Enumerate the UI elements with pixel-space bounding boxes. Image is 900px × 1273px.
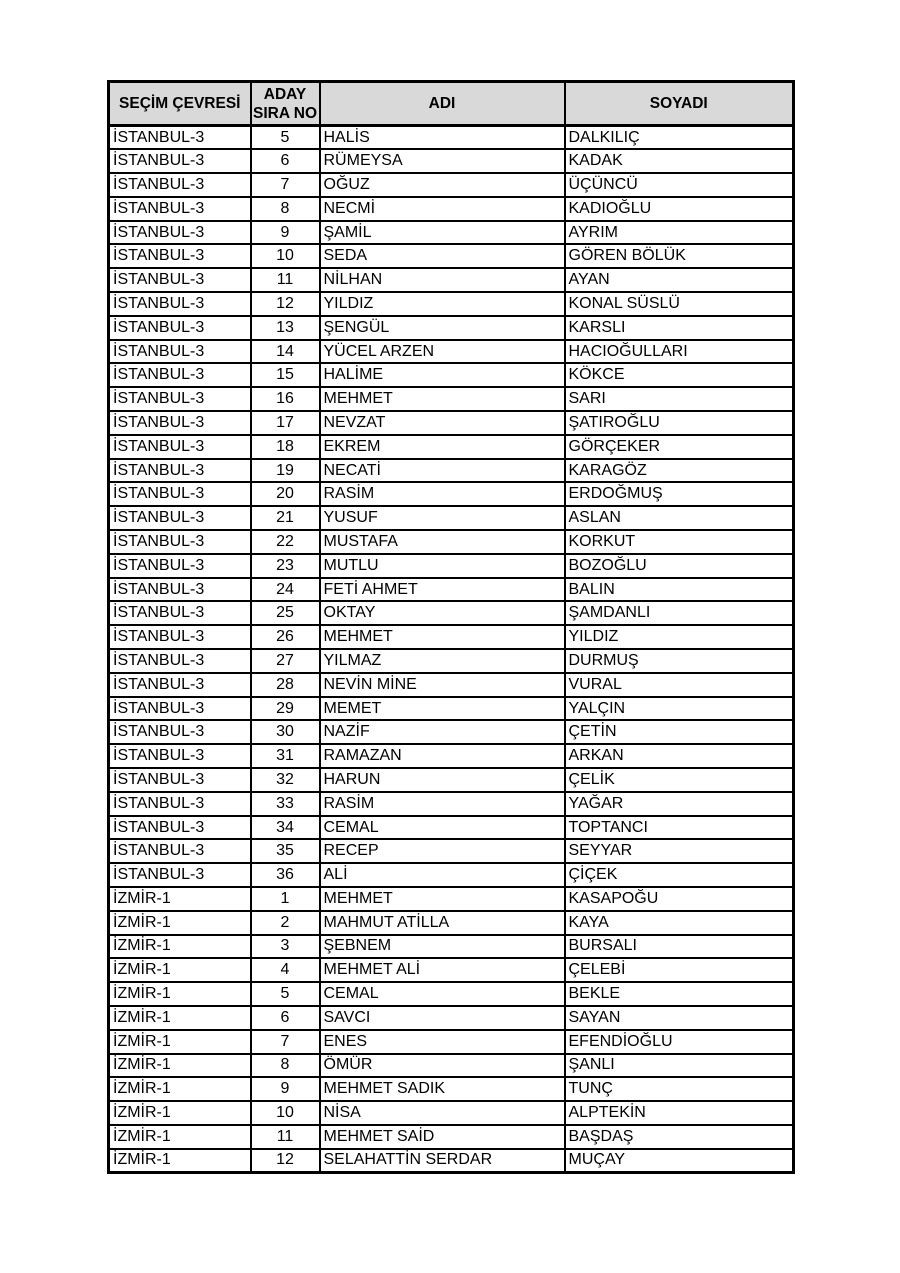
cell-district: İSTANBUL-3 — [109, 197, 251, 221]
cell-district: İSTANBUL-3 — [109, 792, 251, 816]
table-row — [109, 149, 794, 173]
cell-first-name: NEVZAT — [320, 411, 565, 435]
cell-first-name: EKREM — [320, 435, 565, 459]
cell-district: İSTANBUL-3 — [109, 268, 251, 292]
cell-last-name: EFENDİOĞLU — [565, 1030, 794, 1054]
table-row — [109, 316, 794, 340]
cell-district: İSTANBUL-3 — [109, 387, 251, 411]
header-candidate-no — [251, 82, 320, 126]
cell-candidate-no: 32 — [251, 768, 320, 792]
cell-district: İSTANBUL-3 — [109, 839, 251, 863]
cell-last-name: ASLAN — [565, 506, 794, 530]
cell-last-name: GÖREN BÖLÜK — [565, 244, 794, 268]
cell-district: İSTANBUL-3 — [109, 149, 251, 173]
cell-first-name: YILDIZ — [320, 292, 565, 316]
cell-district: İSTANBUL-3 — [109, 554, 251, 578]
header-row — [109, 82, 794, 126]
table-row — [109, 340, 794, 364]
cell-district: İZMİR-1 — [109, 1077, 251, 1101]
table-row — [109, 530, 794, 554]
cell-last-name: SARI — [565, 387, 794, 411]
cell-district: İSTANBUL-3 — [109, 863, 251, 887]
cell-candidate-no: 4 — [251, 958, 320, 982]
cell-last-name: KONAL SÜSLÜ — [565, 292, 794, 316]
cell-district: İSTANBUL-3 — [109, 506, 251, 530]
table-row — [109, 459, 794, 483]
table-row — [109, 506, 794, 530]
cell-last-name: KARSLI — [565, 316, 794, 340]
cell-first-name: MEMET — [320, 697, 565, 721]
cell-last-name: ÜÇÜNCÜ — [565, 173, 794, 197]
header-last-name: SOYADI — [565, 82, 794, 126]
cell-candidate-no: 23 — [251, 554, 320, 578]
cell-first-name: OĞUZ — [320, 173, 565, 197]
cell-candidate-no: 11 — [251, 268, 320, 292]
cell-district: İSTANBUL-3 — [109, 411, 251, 435]
cell-first-name: SEDA — [320, 244, 565, 268]
cell-first-name: RECEP — [320, 839, 565, 863]
cell-district: İSTANBUL-3 — [109, 697, 251, 721]
cell-district: İSTANBUL-3 — [109, 649, 251, 673]
cell-district: İZMİR-1 — [109, 1030, 251, 1054]
cell-first-name: ŞAMİL — [320, 221, 565, 245]
cell-last-name: GÖRÇEKER — [565, 435, 794, 459]
cell-district: İSTANBUL-3 — [109, 340, 251, 364]
cell-first-name: MUTLU — [320, 554, 565, 578]
table-header — [109, 82, 794, 126]
cell-district: İSTANBUL-3 — [109, 292, 251, 316]
cell-last-name: BOZOĞLU — [565, 554, 794, 578]
table-row — [109, 173, 794, 197]
cell-first-name: NECMİ — [320, 197, 565, 221]
cell-last-name: AYAN — [565, 268, 794, 292]
cell-district: İZMİR-1 — [109, 1006, 251, 1030]
cell-candidate-no: 26 — [251, 625, 320, 649]
cell-district: İSTANBUL-3 — [109, 744, 251, 768]
table-row — [109, 601, 794, 625]
cell-first-name: YÜCEL ARZEN — [320, 340, 565, 364]
table-row — [109, 1125, 794, 1149]
cell-first-name: NİSA — [320, 1101, 565, 1125]
cell-first-name: CEMAL — [320, 982, 565, 1006]
cell-candidate-no: 10 — [251, 1101, 320, 1125]
cell-first-name: RASİM — [320, 482, 565, 506]
header-district: SEÇİM ÇEVRESİ — [109, 82, 251, 126]
cell-last-name: BALIN — [565, 578, 794, 602]
cell-last-name: YILDIZ — [565, 625, 794, 649]
cell-first-name: ENES — [320, 1030, 565, 1054]
table-row — [109, 839, 794, 863]
cell-candidate-no: 13 — [251, 316, 320, 340]
cell-first-name: CEMAL — [320, 816, 565, 840]
cell-district: İZMİR-1 — [109, 935, 251, 959]
cell-candidate-no: 10 — [251, 244, 320, 268]
table-body — [109, 126, 794, 1173]
cell-candidate-no: 3 — [251, 935, 320, 959]
table-row — [109, 744, 794, 768]
cell-district: İZMİR-1 — [109, 1125, 251, 1149]
cell-last-name: ARKAN — [565, 744, 794, 768]
cell-last-name: KADIOĞLU — [565, 197, 794, 221]
cell-candidate-no: 33 — [251, 792, 320, 816]
cell-last-name: ŞANLI — [565, 1054, 794, 1078]
cell-district: İZMİR-1 — [109, 1149, 251, 1173]
table-row — [109, 816, 794, 840]
table-row — [109, 1054, 794, 1078]
table-row — [109, 720, 794, 744]
cell-last-name: ALPTEKİN — [565, 1101, 794, 1125]
table-row — [109, 363, 794, 387]
table-row — [109, 411, 794, 435]
cell-district: İSTANBUL-3 — [109, 244, 251, 268]
cell-candidate-no: 36 — [251, 863, 320, 887]
cell-last-name: HACIOĞULLARI — [565, 340, 794, 364]
cell-first-name: RASİM — [320, 792, 565, 816]
table-row — [109, 887, 794, 911]
cell-district: İSTANBUL-3 — [109, 363, 251, 387]
cell-first-name: NİLHAN — [320, 268, 565, 292]
header-candidate-no-line1: ADAY — [263, 85, 307, 103]
table-row — [109, 792, 794, 816]
cell-last-name: VURAL — [565, 673, 794, 697]
cell-candidate-no: 5 — [251, 982, 320, 1006]
cell-district: İZMİR-1 — [109, 911, 251, 935]
cell-first-name: MAHMUT ATİLLA — [320, 911, 565, 935]
cell-candidate-no: 22 — [251, 530, 320, 554]
cell-first-name: SELAHATTİN SERDAR — [320, 1149, 565, 1173]
cell-first-name: FETİ AHMET — [320, 578, 565, 602]
cell-last-name: ŞATIROĞLU — [565, 411, 794, 435]
cell-last-name: SEYYAR — [565, 839, 794, 863]
cell-last-name: AYRIM — [565, 221, 794, 245]
cell-last-name: KASAPOĞU — [565, 887, 794, 911]
cell-candidate-no: 15 — [251, 363, 320, 387]
cell-first-name: YILMAZ — [320, 649, 565, 673]
cell-district: İZMİR-1 — [109, 1101, 251, 1125]
cell-first-name: MUSTAFA — [320, 530, 565, 554]
cell-first-name: HARUN — [320, 768, 565, 792]
cell-candidate-no: 14 — [251, 340, 320, 364]
cell-district: İSTANBUL-3 — [109, 720, 251, 744]
cell-district: İZMİR-1 — [109, 958, 251, 982]
cell-candidate-no: 16 — [251, 387, 320, 411]
cell-last-name: BEKLE — [565, 982, 794, 1006]
table-row — [109, 673, 794, 697]
cell-first-name: MEHMET — [320, 625, 565, 649]
cell-last-name: YAĞAR — [565, 792, 794, 816]
cell-district: İSTANBUL-3 — [109, 768, 251, 792]
cell-candidate-no: 1 — [251, 887, 320, 911]
cell-candidate-no: 12 — [251, 292, 320, 316]
cell-candidate-no: 29 — [251, 697, 320, 721]
cell-first-name: RAMAZAN — [320, 744, 565, 768]
cell-last-name: SAYAN — [565, 1006, 794, 1030]
header-first-name: ADI — [320, 82, 565, 126]
table-row — [109, 863, 794, 887]
cell-last-name: ÇİÇEK — [565, 863, 794, 887]
cell-first-name: ŞENGÜL — [320, 316, 565, 340]
table-row — [109, 1030, 794, 1054]
table-row — [109, 982, 794, 1006]
cell-candidate-no: 34 — [251, 816, 320, 840]
cell-last-name: ERDOĞMUŞ — [565, 482, 794, 506]
cell-candidate-no: 9 — [251, 221, 320, 245]
cell-last-name: TOPTANCI — [565, 816, 794, 840]
cell-district: İSTANBUL-3 — [109, 173, 251, 197]
table-row — [109, 1101, 794, 1125]
table-row — [109, 768, 794, 792]
cell-first-name: HALİME — [320, 363, 565, 387]
cell-district: İSTANBUL-3 — [109, 459, 251, 483]
cell-first-name: SAVCI — [320, 1006, 565, 1030]
cell-candidate-no: 19 — [251, 459, 320, 483]
cell-last-name: TUNÇ — [565, 1077, 794, 1101]
cell-candidate-no: 2 — [251, 911, 320, 935]
cell-district: İSTANBUL-3 — [109, 126, 251, 150]
cell-last-name: ÇETİN — [565, 720, 794, 744]
cell-first-name: MEHMET SADIK — [320, 1077, 565, 1101]
cell-first-name: MEHMET — [320, 387, 565, 411]
cell-last-name: BAŞDAŞ — [565, 1125, 794, 1149]
table-row — [109, 578, 794, 602]
cell-district: İSTANBUL-3 — [109, 530, 251, 554]
cell-candidate-no: 30 — [251, 720, 320, 744]
cell-candidate-no: 20 — [251, 482, 320, 506]
cell-last-name: KARAGÖZ — [565, 459, 794, 483]
cell-first-name: ÖMÜR — [320, 1054, 565, 1078]
cell-candidate-no: 12 — [251, 1149, 320, 1173]
cell-district: İSTANBUL-3 — [109, 435, 251, 459]
cell-first-name: NAZİF — [320, 720, 565, 744]
table-row — [109, 911, 794, 935]
cell-first-name: MEHMET ALİ — [320, 958, 565, 982]
table-row — [109, 221, 794, 245]
cell-first-name: HALİS — [320, 126, 565, 150]
table-row — [109, 697, 794, 721]
table-row — [109, 482, 794, 506]
cell-last-name: YALÇIN — [565, 697, 794, 721]
cell-candidate-no: 31 — [251, 744, 320, 768]
cell-last-name: KÖKCE — [565, 363, 794, 387]
cell-candidate-no: 24 — [251, 578, 320, 602]
table-row — [109, 268, 794, 292]
cell-district: İSTANBUL-3 — [109, 578, 251, 602]
cell-candidate-no: 7 — [251, 173, 320, 197]
cell-last-name: MUÇAY — [565, 1149, 794, 1173]
cell-candidate-no: 11 — [251, 1125, 320, 1149]
cell-district: İSTANBUL-3 — [109, 816, 251, 840]
table-row — [109, 1149, 794, 1173]
table-row — [109, 1006, 794, 1030]
table-row — [109, 625, 794, 649]
cell-first-name: ALİ — [320, 863, 565, 887]
header-candidate-no-line2: SIRA NO — [252, 104, 317, 122]
cell-candidate-no: 9 — [251, 1077, 320, 1101]
cell-candidate-no: 35 — [251, 839, 320, 863]
cell-last-name: BURSALI — [565, 935, 794, 959]
cell-last-name: DURMUŞ — [565, 649, 794, 673]
cell-last-name: ŞAMDANLI — [565, 601, 794, 625]
table-row — [109, 435, 794, 459]
cell-first-name: ŞEBNEM — [320, 935, 565, 959]
cell-last-name: KORKUT — [565, 530, 794, 554]
cell-candidate-no: 17 — [251, 411, 320, 435]
table-row — [109, 554, 794, 578]
cell-first-name: NECATİ — [320, 459, 565, 483]
table-row — [109, 126, 794, 150]
cell-candidate-no: 6 — [251, 149, 320, 173]
cell-last-name: KAYA — [565, 911, 794, 935]
table-row — [109, 292, 794, 316]
cell-first-name: MEHMET — [320, 887, 565, 911]
cell-district: İSTANBUL-3 — [109, 625, 251, 649]
cell-district: İZMİR-1 — [109, 1054, 251, 1078]
cell-district: İZMİR-1 — [109, 887, 251, 911]
table-row — [109, 935, 794, 959]
cell-district: İSTANBUL-3 — [109, 221, 251, 245]
cell-candidate-no: 7 — [251, 1030, 320, 1054]
cell-first-name: NEVİN MİNE — [320, 673, 565, 697]
cell-first-name: YUSUF — [320, 506, 565, 530]
cell-candidate-no: 25 — [251, 601, 320, 625]
table-row — [109, 958, 794, 982]
table-row — [109, 244, 794, 268]
cell-last-name: ÇELİK — [565, 768, 794, 792]
table-row — [109, 649, 794, 673]
cell-first-name: RÜMEYSA — [320, 149, 565, 173]
cell-district: İSTANBUL-3 — [109, 482, 251, 506]
cell-first-name: MEHMET SAİD — [320, 1125, 565, 1149]
cell-last-name: ÇELEBİ — [565, 958, 794, 982]
cell-district: İSTANBUL-3 — [109, 601, 251, 625]
cell-candidate-no: 8 — [251, 1054, 320, 1078]
table-row — [109, 197, 794, 221]
cell-district: İZMİR-1 — [109, 982, 251, 1006]
cell-candidate-no: 28 — [251, 673, 320, 697]
cell-candidate-no: 6 — [251, 1006, 320, 1030]
table-row — [109, 387, 794, 411]
cell-candidate-no: 5 — [251, 126, 320, 150]
cell-last-name: DALKILIÇ — [565, 126, 794, 150]
cell-candidate-no: 8 — [251, 197, 320, 221]
cell-candidate-no: 27 — [251, 649, 320, 673]
cell-district: İSTANBUL-3 — [109, 673, 251, 697]
candidates-table — [107, 80, 795, 1174]
cell-first-name: OKTAY — [320, 601, 565, 625]
cell-candidate-no: 18 — [251, 435, 320, 459]
table-row — [109, 1077, 794, 1101]
cell-district: İSTANBUL-3 — [109, 316, 251, 340]
cell-last-name: KADAK — [565, 149, 794, 173]
cell-candidate-no: 21 — [251, 506, 320, 530]
